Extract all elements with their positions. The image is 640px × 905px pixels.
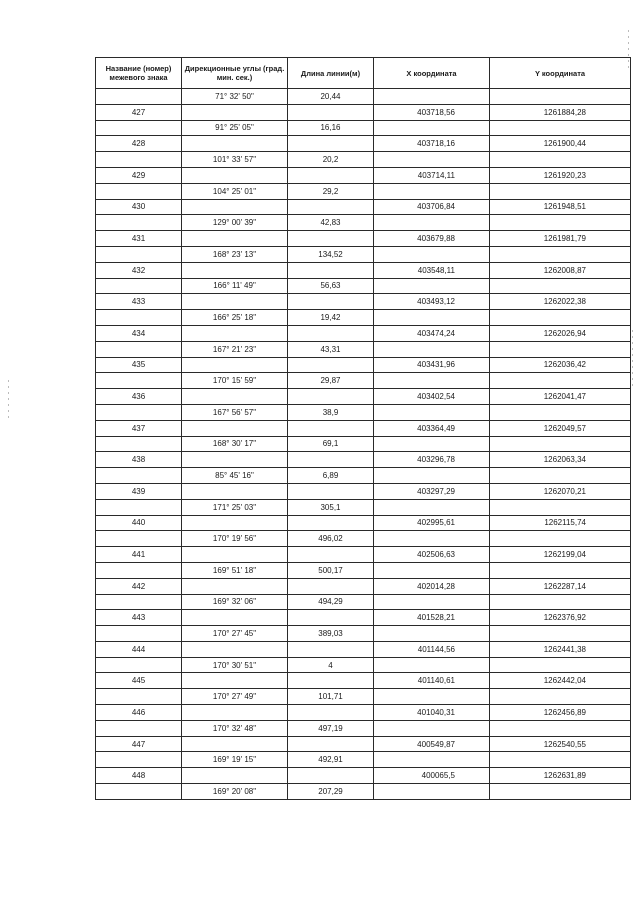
segment-row bbox=[96, 499, 631, 515]
line-length: 494,29 bbox=[288, 594, 374, 610]
y-coordinate: 1261884,28 bbox=[490, 104, 631, 120]
empty-cell bbox=[182, 389, 288, 405]
point-row bbox=[96, 231, 631, 247]
y-coordinate: 1262041,47 bbox=[490, 389, 631, 405]
empty-cell bbox=[288, 452, 374, 468]
empty-cell bbox=[96, 657, 182, 673]
empty-cell bbox=[96, 310, 182, 326]
segment-row bbox=[96, 183, 631, 199]
empty-cell bbox=[288, 389, 374, 405]
empty-cell bbox=[490, 594, 631, 610]
empty-cell bbox=[490, 657, 631, 673]
empty-cell bbox=[288, 420, 374, 436]
boundary-coordinates-table bbox=[95, 57, 631, 800]
line-length: 492,91 bbox=[288, 752, 374, 768]
direction-angle: 167° 21' 23" bbox=[182, 341, 288, 357]
empty-cell bbox=[490, 531, 631, 547]
y-coordinate: 1262036,42 bbox=[490, 357, 631, 373]
point-row bbox=[96, 578, 631, 594]
empty-cell bbox=[374, 720, 490, 736]
x-coordinate: 403364,49 bbox=[374, 420, 490, 436]
x-coordinate: 402506,63 bbox=[374, 547, 490, 563]
line-length: 16,16 bbox=[288, 120, 374, 136]
x-coordinate: 401144,56 bbox=[374, 641, 490, 657]
empty-cell bbox=[374, 562, 490, 578]
empty-cell bbox=[182, 199, 288, 215]
line-length: 4 bbox=[288, 657, 374, 673]
empty-cell bbox=[374, 215, 490, 231]
direction-angle: 170° 32' 48" bbox=[182, 720, 288, 736]
point-name: 432 bbox=[96, 262, 182, 278]
empty-cell bbox=[182, 294, 288, 310]
empty-cell bbox=[96, 89, 182, 105]
scan-edge-mark bbox=[632, 330, 633, 390]
y-coordinate: 1262441,38 bbox=[490, 641, 631, 657]
empty-cell bbox=[96, 720, 182, 736]
empty-cell bbox=[96, 120, 182, 136]
empty-cell bbox=[96, 594, 182, 610]
direction-angle: 85° 45' 16" bbox=[182, 468, 288, 484]
point-name: 427 bbox=[96, 104, 182, 120]
empty-cell bbox=[288, 768, 374, 784]
direction-angle: 129° 00' 39" bbox=[182, 215, 288, 231]
line-length: 500,17 bbox=[288, 562, 374, 578]
point-name: 443 bbox=[96, 610, 182, 626]
empty-cell bbox=[96, 246, 182, 262]
point-name: 444 bbox=[96, 641, 182, 657]
header-length: Длина линии(м) bbox=[288, 58, 374, 89]
direction-angle: 166° 25' 18" bbox=[182, 310, 288, 326]
x-coordinate: 403296,78 bbox=[374, 452, 490, 468]
point-row bbox=[96, 515, 631, 531]
empty-cell bbox=[182, 578, 288, 594]
point-name: 430 bbox=[96, 199, 182, 215]
empty-cell bbox=[96, 689, 182, 705]
x-coordinate: 402014,28 bbox=[374, 578, 490, 594]
direction-angle: 170° 19' 56" bbox=[182, 531, 288, 547]
point-row bbox=[96, 483, 631, 499]
header-y: Y координата bbox=[490, 58, 631, 89]
segment-row bbox=[96, 278, 631, 294]
line-length: 496,02 bbox=[288, 531, 374, 547]
point-row bbox=[96, 705, 631, 721]
point-row bbox=[96, 199, 631, 215]
line-length: 29,2 bbox=[288, 183, 374, 199]
direction-angle: 91° 25' 05" bbox=[182, 120, 288, 136]
y-coordinate: 1262049,57 bbox=[490, 420, 631, 436]
empty-cell bbox=[374, 246, 490, 262]
point-row bbox=[96, 167, 631, 183]
empty-cell bbox=[182, 515, 288, 531]
point-row bbox=[96, 768, 631, 784]
point-row bbox=[96, 452, 631, 468]
empty-cell bbox=[288, 483, 374, 499]
empty-cell bbox=[374, 341, 490, 357]
empty-cell bbox=[374, 752, 490, 768]
empty-cell bbox=[490, 752, 631, 768]
segment-row bbox=[96, 531, 631, 547]
segment-row bbox=[96, 310, 631, 326]
empty-cell bbox=[490, 784, 631, 800]
point-name: 441 bbox=[96, 547, 182, 563]
direction-angle: 168° 30' 17" bbox=[182, 436, 288, 452]
empty-cell bbox=[96, 341, 182, 357]
empty-cell bbox=[182, 167, 288, 183]
point-row bbox=[96, 389, 631, 405]
empty-cell bbox=[490, 120, 631, 136]
point-name: 445 bbox=[96, 673, 182, 689]
point-row bbox=[96, 610, 631, 626]
empty-cell bbox=[490, 89, 631, 105]
y-coordinate: 1262115,74 bbox=[490, 515, 631, 531]
empty-cell bbox=[182, 736, 288, 752]
empty-cell bbox=[288, 167, 374, 183]
y-coordinate: 1262456,89 bbox=[490, 705, 631, 721]
empty-cell bbox=[288, 136, 374, 152]
direction-angle: 167° 56' 57" bbox=[182, 404, 288, 420]
segment-row bbox=[96, 436, 631, 452]
empty-cell bbox=[490, 152, 631, 168]
point-name: 431 bbox=[96, 231, 182, 247]
segment-row bbox=[96, 404, 631, 420]
empty-cell bbox=[182, 610, 288, 626]
point-row bbox=[96, 357, 631, 373]
empty-cell bbox=[182, 420, 288, 436]
empty-cell bbox=[288, 673, 374, 689]
empty-cell bbox=[182, 483, 288, 499]
empty-cell bbox=[288, 262, 374, 278]
line-length: 6,89 bbox=[288, 468, 374, 484]
y-coordinate: 1261900,44 bbox=[490, 136, 631, 152]
x-coordinate: 403402,54 bbox=[374, 389, 490, 405]
x-coordinate: 403474,24 bbox=[374, 325, 490, 341]
empty-cell bbox=[374, 404, 490, 420]
empty-cell bbox=[288, 578, 374, 594]
empty-cell bbox=[374, 89, 490, 105]
segment-row bbox=[96, 152, 631, 168]
y-coordinate: 1261981,79 bbox=[490, 231, 631, 247]
direction-angle: 170° 15' 59" bbox=[182, 373, 288, 389]
line-length: 497,19 bbox=[288, 720, 374, 736]
empty-cell bbox=[96, 562, 182, 578]
point-name: 434 bbox=[96, 325, 182, 341]
empty-cell bbox=[374, 120, 490, 136]
point-row bbox=[96, 420, 631, 436]
point-name: 428 bbox=[96, 136, 182, 152]
y-coordinate: 1262287,14 bbox=[490, 578, 631, 594]
point-row bbox=[96, 736, 631, 752]
empty-cell bbox=[374, 278, 490, 294]
empty-cell bbox=[490, 468, 631, 484]
empty-cell bbox=[490, 246, 631, 262]
x-coordinate: 400549,87 bbox=[374, 736, 490, 752]
y-coordinate: 1262631,89 bbox=[490, 768, 631, 784]
x-coordinate: 403718,16 bbox=[374, 136, 490, 152]
line-length: 134,52 bbox=[288, 246, 374, 262]
empty-cell bbox=[374, 373, 490, 389]
table-body bbox=[96, 89, 631, 800]
direction-angle: 169° 32' 06" bbox=[182, 594, 288, 610]
empty-cell bbox=[490, 404, 631, 420]
empty-cell bbox=[288, 325, 374, 341]
empty-cell bbox=[288, 231, 374, 247]
empty-cell bbox=[490, 278, 631, 294]
empty-cell bbox=[374, 310, 490, 326]
empty-cell bbox=[182, 136, 288, 152]
y-coordinate: 1262376,92 bbox=[490, 610, 631, 626]
point-row bbox=[96, 262, 631, 278]
empty-cell bbox=[182, 673, 288, 689]
empty-cell bbox=[96, 373, 182, 389]
empty-cell bbox=[490, 183, 631, 199]
empty-cell bbox=[96, 215, 182, 231]
x-coordinate: 403431,96 bbox=[374, 357, 490, 373]
direction-angle: 170° 30' 51" bbox=[182, 657, 288, 673]
x-coordinate: 403493,12 bbox=[374, 294, 490, 310]
y-coordinate: 1262026,94 bbox=[490, 325, 631, 341]
header-x: X координата bbox=[374, 58, 490, 89]
empty-cell bbox=[288, 610, 374, 626]
point-name: 436 bbox=[96, 389, 182, 405]
direction-angle: 166° 11' 49" bbox=[182, 278, 288, 294]
line-length: 20,2 bbox=[288, 152, 374, 168]
y-coordinate: 1262540,55 bbox=[490, 736, 631, 752]
line-length: 19,42 bbox=[288, 310, 374, 326]
y-coordinate: 1262022,38 bbox=[490, 294, 631, 310]
empty-cell bbox=[96, 404, 182, 420]
segment-row bbox=[96, 246, 631, 262]
segment-row bbox=[96, 373, 631, 389]
direction-angle: 169° 51' 18" bbox=[182, 562, 288, 578]
segment-row bbox=[96, 626, 631, 642]
empty-cell bbox=[374, 594, 490, 610]
empty-cell bbox=[96, 468, 182, 484]
empty-cell bbox=[374, 531, 490, 547]
empty-cell bbox=[490, 689, 631, 705]
x-coordinate: 403548,11 bbox=[374, 262, 490, 278]
line-length: 29,87 bbox=[288, 373, 374, 389]
point-row bbox=[96, 325, 631, 341]
x-coordinate: 400065,5 bbox=[374, 768, 490, 784]
line-length: 389,03 bbox=[288, 626, 374, 642]
segment-row bbox=[96, 657, 631, 673]
empty-cell bbox=[374, 657, 490, 673]
empty-cell bbox=[490, 341, 631, 357]
x-coordinate: 401140,61 bbox=[374, 673, 490, 689]
point-name: 438 bbox=[96, 452, 182, 468]
point-row bbox=[96, 104, 631, 120]
direction-angle: 169° 20' 08" bbox=[182, 784, 288, 800]
empty-cell bbox=[182, 262, 288, 278]
point-name: 442 bbox=[96, 578, 182, 594]
direction-angle: 168° 23' 13" bbox=[182, 246, 288, 262]
y-coordinate: 1262442,04 bbox=[490, 673, 631, 689]
table-header-row bbox=[96, 58, 631, 89]
point-name: 448 bbox=[96, 768, 182, 784]
segment-row bbox=[96, 120, 631, 136]
empty-cell bbox=[374, 784, 490, 800]
y-coordinate: 1261920,23 bbox=[490, 167, 631, 183]
empty-cell bbox=[182, 547, 288, 563]
empty-cell bbox=[374, 626, 490, 642]
empty-cell bbox=[490, 373, 631, 389]
direction-angle: 101° 33' 57" bbox=[182, 152, 288, 168]
empty-cell bbox=[374, 152, 490, 168]
empty-cell bbox=[182, 357, 288, 373]
empty-cell bbox=[490, 215, 631, 231]
empty-cell bbox=[374, 499, 490, 515]
empty-cell bbox=[96, 752, 182, 768]
scan-edge-mark bbox=[8, 380, 9, 420]
empty-cell bbox=[490, 310, 631, 326]
point-name: 433 bbox=[96, 294, 182, 310]
x-coordinate: 401528,21 bbox=[374, 610, 490, 626]
line-length: 20,44 bbox=[288, 89, 374, 105]
empty-cell bbox=[182, 705, 288, 721]
empty-cell bbox=[288, 547, 374, 563]
direction-angle: 171° 25' 03" bbox=[182, 499, 288, 515]
point-name: 446 bbox=[96, 705, 182, 721]
empty-cell bbox=[490, 562, 631, 578]
empty-cell bbox=[374, 689, 490, 705]
line-length: 42,83 bbox=[288, 215, 374, 231]
empty-cell bbox=[288, 736, 374, 752]
empty-cell bbox=[96, 531, 182, 547]
direction-angle: 170° 27' 49" bbox=[182, 689, 288, 705]
empty-cell bbox=[182, 104, 288, 120]
line-length: 101,71 bbox=[288, 689, 374, 705]
point-row bbox=[96, 641, 631, 657]
line-length: 207,29 bbox=[288, 784, 374, 800]
empty-cell bbox=[96, 152, 182, 168]
segment-row bbox=[96, 562, 631, 578]
y-coordinate: 1262008,87 bbox=[490, 262, 631, 278]
segment-row bbox=[96, 752, 631, 768]
line-length: 69,1 bbox=[288, 436, 374, 452]
empty-cell bbox=[490, 720, 631, 736]
empty-cell bbox=[288, 294, 374, 310]
point-name: 440 bbox=[96, 515, 182, 531]
empty-cell bbox=[490, 626, 631, 642]
y-coordinate: 1261948,51 bbox=[490, 199, 631, 215]
empty-cell bbox=[96, 436, 182, 452]
point-name: 439 bbox=[96, 483, 182, 499]
empty-cell bbox=[182, 452, 288, 468]
segment-row bbox=[96, 89, 631, 105]
empty-cell bbox=[182, 231, 288, 247]
empty-cell bbox=[288, 641, 374, 657]
empty-cell bbox=[182, 768, 288, 784]
y-coordinate: 1262070,21 bbox=[490, 483, 631, 499]
empty-cell bbox=[374, 183, 490, 199]
point-row bbox=[96, 136, 631, 152]
segment-row bbox=[96, 468, 631, 484]
line-length: 38,9 bbox=[288, 404, 374, 420]
empty-cell bbox=[490, 499, 631, 515]
segment-row bbox=[96, 341, 631, 357]
segment-row bbox=[96, 720, 631, 736]
point-row bbox=[96, 673, 631, 689]
y-coordinate: 1262063,34 bbox=[490, 452, 631, 468]
empty-cell bbox=[288, 515, 374, 531]
empty-cell bbox=[374, 468, 490, 484]
empty-cell bbox=[288, 357, 374, 373]
empty-cell bbox=[182, 325, 288, 341]
point-name: 435 bbox=[96, 357, 182, 373]
empty-cell bbox=[374, 436, 490, 452]
x-coordinate: 403297,29 bbox=[374, 483, 490, 499]
direction-angle: 169° 19' 15" bbox=[182, 752, 288, 768]
direction-angle: 170° 27' 45" bbox=[182, 626, 288, 642]
x-coordinate: 402995,61 bbox=[374, 515, 490, 531]
segment-row bbox=[96, 215, 631, 231]
segment-row bbox=[96, 689, 631, 705]
empty-cell bbox=[96, 499, 182, 515]
x-coordinate: 401040,31 bbox=[374, 705, 490, 721]
point-row bbox=[96, 547, 631, 563]
header-name: Название (номер) межевого знака bbox=[96, 58, 182, 89]
point-name: 437 bbox=[96, 420, 182, 436]
empty-cell bbox=[182, 641, 288, 657]
point-name: 447 bbox=[96, 736, 182, 752]
segment-row bbox=[96, 594, 631, 610]
segment-row bbox=[96, 784, 631, 800]
empty-cell bbox=[490, 436, 631, 452]
x-coordinate: 403679,88 bbox=[374, 231, 490, 247]
x-coordinate: 403718,56 bbox=[374, 104, 490, 120]
empty-cell bbox=[288, 705, 374, 721]
empty-cell bbox=[288, 104, 374, 120]
point-name: 429 bbox=[96, 167, 182, 183]
header-direction: Дирекционные углы (град. мин. сек.) bbox=[182, 58, 288, 89]
empty-cell bbox=[96, 784, 182, 800]
empty-cell bbox=[96, 278, 182, 294]
x-coordinate: 403714,11 bbox=[374, 167, 490, 183]
empty-cell bbox=[96, 626, 182, 642]
y-coordinate: 1262199,04 bbox=[490, 547, 631, 563]
empty-cell bbox=[288, 199, 374, 215]
line-length: 43,31 bbox=[288, 341, 374, 357]
empty-cell bbox=[96, 183, 182, 199]
direction-angle: 71° 32' 50" bbox=[182, 89, 288, 105]
x-coordinate: 403706,84 bbox=[374, 199, 490, 215]
line-length: 56,63 bbox=[288, 278, 374, 294]
line-length: 305,1 bbox=[288, 499, 374, 515]
point-row bbox=[96, 294, 631, 310]
direction-angle: 104° 25' 01" bbox=[182, 183, 288, 199]
